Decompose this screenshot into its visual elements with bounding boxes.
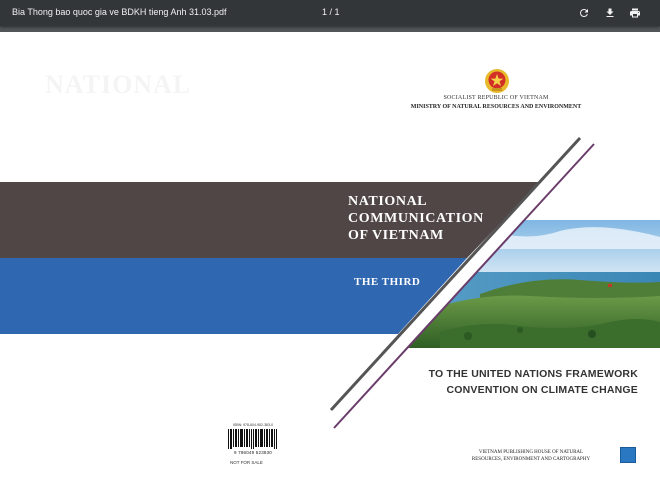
publisher-line-2: RESOURCES, ENVIRONMENT AND CARTOGRAPHY xyxy=(471,457,591,462)
blue-band xyxy=(0,258,467,334)
watermark-title xyxy=(45,70,191,100)
publisher-line-1: VIETNAM PUBLISHING HOUSE OF NATURAL xyxy=(478,450,584,455)
national-emblem-icon xyxy=(484,68,510,94)
pdf-page xyxy=(0,32,660,497)
framework-line-1: TO THE UNITED NATIONS FRAMEWORK xyxy=(428,368,638,380)
print-icon xyxy=(629,7,641,19)
ministry-name: MINISTRY OF NATURAL RESOURCES AND ENVIRONMENT xyxy=(410,104,582,110)
barcode xyxy=(228,429,277,449)
pdf-viewer-toolbar xyxy=(0,0,660,26)
isbn-number: 9 786049 523830 xyxy=(233,450,273,455)
publisher-logo-icon xyxy=(620,447,636,463)
rotate-button[interactable] xyxy=(575,4,593,22)
isbn-label: ISBN: 978-604-952-383-0 xyxy=(232,423,274,427)
not-for-sale-label: NOT FOR SALE xyxy=(230,460,263,465)
print-button[interactable] xyxy=(626,4,644,22)
cover-artwork xyxy=(0,32,660,497)
framework-text xyxy=(398,366,638,398)
download-icon xyxy=(604,7,616,19)
isbn-block xyxy=(225,423,281,428)
publisher-name xyxy=(446,449,616,463)
edition-subtitle: THE THIRD xyxy=(354,276,421,288)
page-indicator[interactable]: 1 / 1 xyxy=(322,7,340,17)
rotate-icon xyxy=(578,7,590,19)
country-name: SOCIALIST REPUBLIC OF VIETNAM xyxy=(443,95,549,101)
title-line-3: OF VIETNAM xyxy=(348,228,444,243)
cover-title xyxy=(348,193,528,244)
framework-line-2: CONVENTION ON CLIMATE CHANGE xyxy=(446,384,638,396)
title-line-2: COMMUNICATION xyxy=(348,211,484,226)
download-button[interactable] xyxy=(601,4,619,22)
title-line-1: NATIONAL xyxy=(348,194,428,209)
document-title: Bia Thong bao quoc gia ve BDKH tieng Anh 31.03.pdf xyxy=(12,7,227,17)
